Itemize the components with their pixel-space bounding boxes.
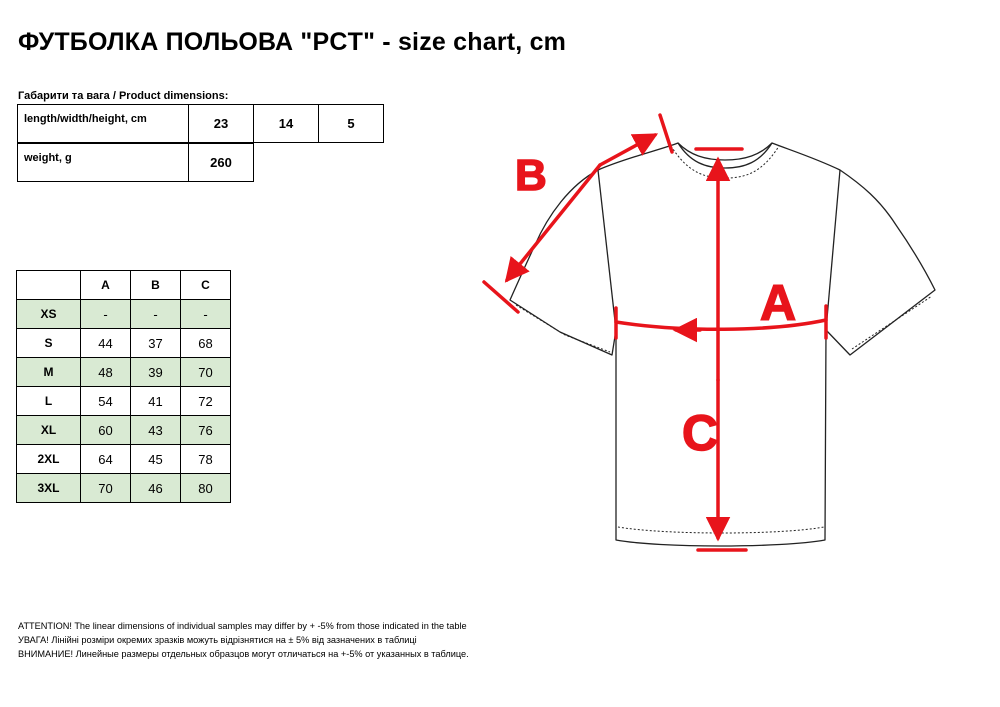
header-c: C xyxy=(181,271,231,300)
table-row xyxy=(17,416,231,445)
c-cell: 78 xyxy=(181,445,231,474)
b-cell: 37 xyxy=(131,329,181,358)
c-cell: - xyxy=(181,300,231,329)
b-cell: 41 xyxy=(131,387,181,416)
b-cell: - xyxy=(131,300,181,329)
a-cell: 64 xyxy=(81,445,131,474)
label-c: C xyxy=(682,405,719,461)
tshirt-outline xyxy=(510,143,935,546)
c-cell: 70 xyxy=(181,358,231,387)
b-cell: 45 xyxy=(131,445,181,474)
size-cell: M xyxy=(17,358,81,387)
width-value: 14 xyxy=(254,105,319,143)
table-row xyxy=(17,329,231,358)
header-b: B xyxy=(131,271,181,300)
size-cell: XS xyxy=(17,300,81,329)
table-row xyxy=(17,300,231,329)
c-cell: 80 xyxy=(181,474,231,503)
note-en: ATTENTION! The linear dimensions of individual samples may differ by + -5% from those indicated in the table xyxy=(18,621,467,631)
weight-row xyxy=(18,144,254,182)
weight-label: weight, g xyxy=(18,144,189,182)
size-cell: XL xyxy=(17,416,81,445)
a-cell: - xyxy=(81,300,131,329)
dimensions-caption: Габарити та вага / Product dimensions: xyxy=(18,90,229,102)
a-cell: 60 xyxy=(81,416,131,445)
size-cell: 3XL xyxy=(17,474,81,503)
size-cell: L xyxy=(17,387,81,416)
dimensions-row xyxy=(18,105,384,143)
table-row xyxy=(17,358,231,387)
lwh-label: length/width/height, cm xyxy=(18,105,189,143)
size-cell: S xyxy=(17,329,81,358)
weight-value: 260 xyxy=(189,144,254,182)
note-ru: ВНИМАНИЕ! Линейные размеры отдельных образцов могут отличаться на +-5% от указанных в таблице. xyxy=(18,649,469,659)
table-row xyxy=(17,445,231,474)
c-cell: 76 xyxy=(181,416,231,445)
b-cell: 39 xyxy=(131,358,181,387)
weight-table xyxy=(17,143,254,182)
a-cell: 44 xyxy=(81,329,131,358)
header-a: A xyxy=(81,271,131,300)
size-table-header xyxy=(17,271,231,300)
a-cell: 54 xyxy=(81,387,131,416)
header-size xyxy=(17,271,81,300)
b-cell: 43 xyxy=(131,416,181,445)
a-cell: 70 xyxy=(81,474,131,503)
a-cell: 48 xyxy=(81,358,131,387)
length-value: 23 xyxy=(189,105,254,143)
table-row xyxy=(17,474,231,503)
c-cell: 72 xyxy=(181,387,231,416)
tshirt-diagram xyxy=(470,95,950,565)
label-a: A xyxy=(760,275,797,331)
table-row xyxy=(17,387,231,416)
dimensions-table xyxy=(17,104,384,143)
height-value: 5 xyxy=(319,105,384,143)
note-uk: УВАГА! Лінійні розміри окремих зразків можуть відрізнятися на ± 5% від зазначених в таблиці xyxy=(18,635,417,645)
c-cell: 68 xyxy=(181,329,231,358)
b-cell: 46 xyxy=(131,474,181,503)
size-cell: 2XL xyxy=(17,445,81,474)
label-b: B xyxy=(515,151,547,200)
page-title: ФУТБОЛКА ПОЛЬОВА "PCT" - size chart, cm xyxy=(18,28,567,56)
size-table xyxy=(16,270,231,503)
